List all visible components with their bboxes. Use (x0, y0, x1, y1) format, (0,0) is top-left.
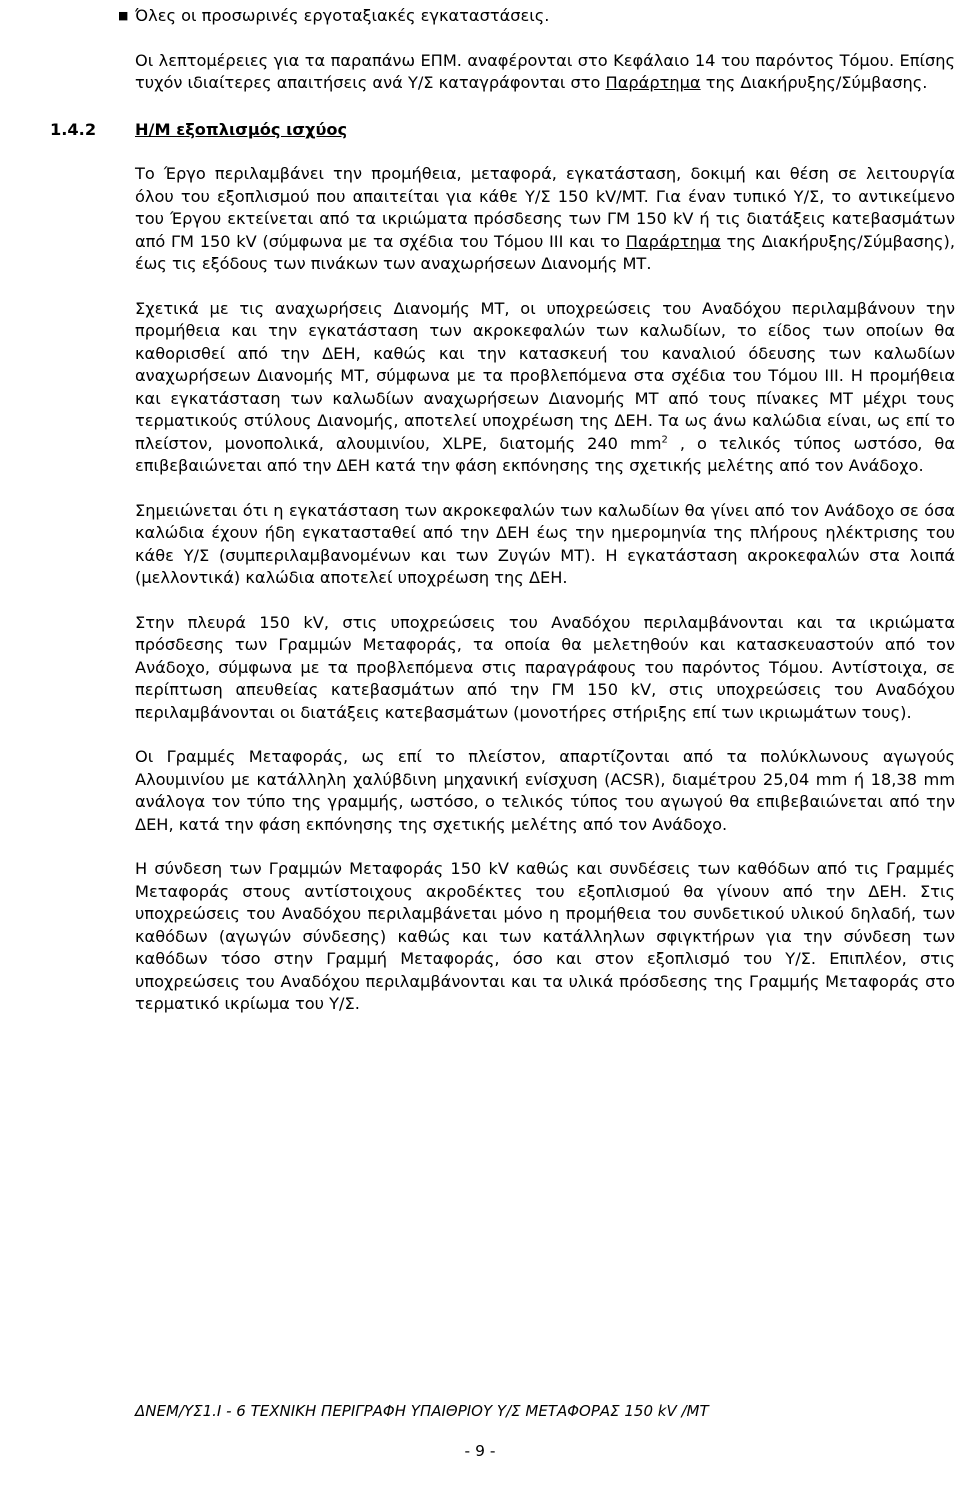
intro-paragraph: Οι λεπτομέρειες για τα παραπάνω ΕΠΜ. αναφέρονται στο Κεφάλαιο 14 του παρόντος Τόμου. Επίσης τυχόν ιδιαίτερες απαιτήσεις ανά Υ/Σ καταγράφονται στο Παράρτημα της Διακήρυξης/Σύμβασης. (135, 50, 955, 92)
paragraph-conductors: Οι Γραμμές Μεταφοράς, ως επί το πλείστον, απαρτίζονται από τα πολύκλωνους αγωγούς Αλουμινίου με κατάλληλη χαλύβδινη μηχανική ενίσχυση (ACSR), διαμέτρου 25,04 mm ή 18,38 mm ανάλογα τον τύπο της γραμμής, ωστόσο, ο τελικός τύπος του αγωγού θα επιβεβαιώνεται από την ΔΕΗ, κατά την φάση εκπόνησης της σχετικής μελέτης από τον Ανάδοχο. (135, 747, 955, 834)
section-number: 1.4.2 (50, 119, 97, 139)
superscript: 2 (661, 434, 668, 446)
document-body (50, 5, 955, 1016)
page-number: - 9 - (464, 1442, 496, 1460)
bullet-item-text: Όλες οι προσωρινές εργοταξιακές εγκαταστάσεις. (135, 6, 550, 25)
footer-document-code: ΔΝΕΜ/ΥΣ1.Ι - 6 ΤΕΧΝΙΚΗ ΠΕΡΙΓΡΑΦΗ ΥΠΑΙΘΡΙΟΥ Υ/Σ ΜΕΤΑΦΟΡΑΣ 150 kV /ΜΤ (135, 1402, 709, 1420)
section-heading (50, 119, 955, 142)
annex-link[interactable]: Παράρτημα (625, 231, 721, 251)
bullet-item (118, 5, 955, 28)
square-bullet-icon: ■ (118, 9, 129, 22)
annex-link[interactable]: Παράρτημα (605, 73, 701, 92)
paragraph-scope: Το Έργο περιλαμβάνει την προμήθεια, μεταφορά, εγκατάσταση, δοκιμή και θέση σε λειτουργία όλου του εξοπλισμού που απαιτείται για κάθε Υ/Σ 150 kV/MT. Για έναν τυπικό Υ/Σ, το αντικείμενο του Έργου εκτείνεται από τα ικριώματα πρόσδεσης των ΓΜ 150 kV ή τις διατάξεις κατεβασμάτων από ΓΜ 150 kV (σύμφωνα με τα σχέδια του Τόμου III και το Παράρτημα της Διακήρυξης/Σύμβασης), έως τις εξόδους των πινάκων των αναχωρήσεων Διανομής ΜΤ. (135, 164, 955, 273)
paragraph-connection: Η σύνδεση των Γραμμών Μεταφοράς 150 kV καθώς και συνδέσεις των καθόδων από τις Γραμμές Μεταφοράς στους αντίστοιχους ακροδέκτες του εξοπλισμού θα γίνουν από την ΔΕΗ. Στις υποχρεώσεις του Αναδόχου περιλαμβάνεται μόνο η προμήθεια του συνδετικού υλικού δηλαδή, των καθόδων (αγωγών σύνδεσης) καθώς και των κατάλληλων σφιγκτήρων για την σύνδεση των καθόδων τόσο στην Γραμμή Μεταφοράς, όσο και στον εξοπλισμό του Υ/Σ. Επιπλέον, στις υποχρεώσεις του Αναδόχου περιλαμβάνονται και τα υλικά πρόσδεσης της Γραμμής Μεταφοράς στο τερματικό ικρίωμα του Υ/Σ. (135, 859, 955, 1013)
paragraph-150kv-side: Στην πλευρά 150 kV, στις υποχρεώσεις του Αναδόχου περιλαμβάνονται και τα ικριώματα πρόσδεσης των Γραμμών Μεταφοράς, τα οποία θα μελετηθούν και κατασκευαστούν από τον Ανάδοχο, σύμφωνα με τα προβλεπόμενα στις παραγράφους του παρόντος Τόμου. Αντίστοιχα, σε περίπτωση απευθείας κατεβασμάτων από την ΓΜ 150 kV, στις υποχρεώσεις του Αναδόχου περιλαμβάνονται οι διατάξεις κατεβασμάτων (μονοτήρες στήριξης επί των ικριωμάτων τους). (135, 612, 955, 722)
paragraph-terminations: Σημειώνεται ότι η εγκατάσταση των ακροκεφαλών των καλωδίων θα γίνει από τον Ανάδοχο σε όσα καλώδια έχουν ήδη εγκατασταθεί από την ΔΕΗ έως την ημερομηνία της πλήρους ηλέκτρισης του κάθε Υ/Σ (συμπεριλαμβανομένων και των Ζυγών ΜΤ). Η εγκατάσταση ακροκεφαλών στα λοιπά (μελλοντικά) καλώδια αποτελεί υποχρέωση της ΔΕΗ. (135, 500, 955, 587)
section-title: Η/Μ εξοπλισμός ισχύος (135, 119, 348, 139)
paragraph-distribution: Σχετικά με τις αναχωρήσεις Διανομής ΜΤ, οι υποχρεώσεις του Αναδόχου περιλαμβάνουν την προμήθεια και την εγκατάσταση των ακροκεφαλών των καλωδίων, το είδος των οποίων θα καθορισθεί από την ΔΕΗ, καθώς και την κατασκευή του καναλιού όδευσης των καλωδίων αναχωρήσεων Διανομής ΜΤ, σύμφωνα με τα προβλεπόμενα στα σχέδια του Τόμου III. Η προμήθεια και εγκατάσταση των καλωδίων αναχωρήσεων Διανομής ΜΤ από τους πίνακες ΜΤ μέχρι τους τερματικούς στύλους Διανομής, αποτελεί υποχρέωση της ΔΕΗ. Τα ως άνω καλώδια είναι, ως επί το πλείστον, μονοπολικά, αλουμινίου, XLPE, διατομής 240 $mm^2$ , ο τελικός τύπος ωστόσο, θα επιβεβαιώνεται από την ΔΕΗ κατά την φάση εκπόνησης της σχετικής μελέτης από τον Ανάδοχο. (135, 298, 955, 475)
